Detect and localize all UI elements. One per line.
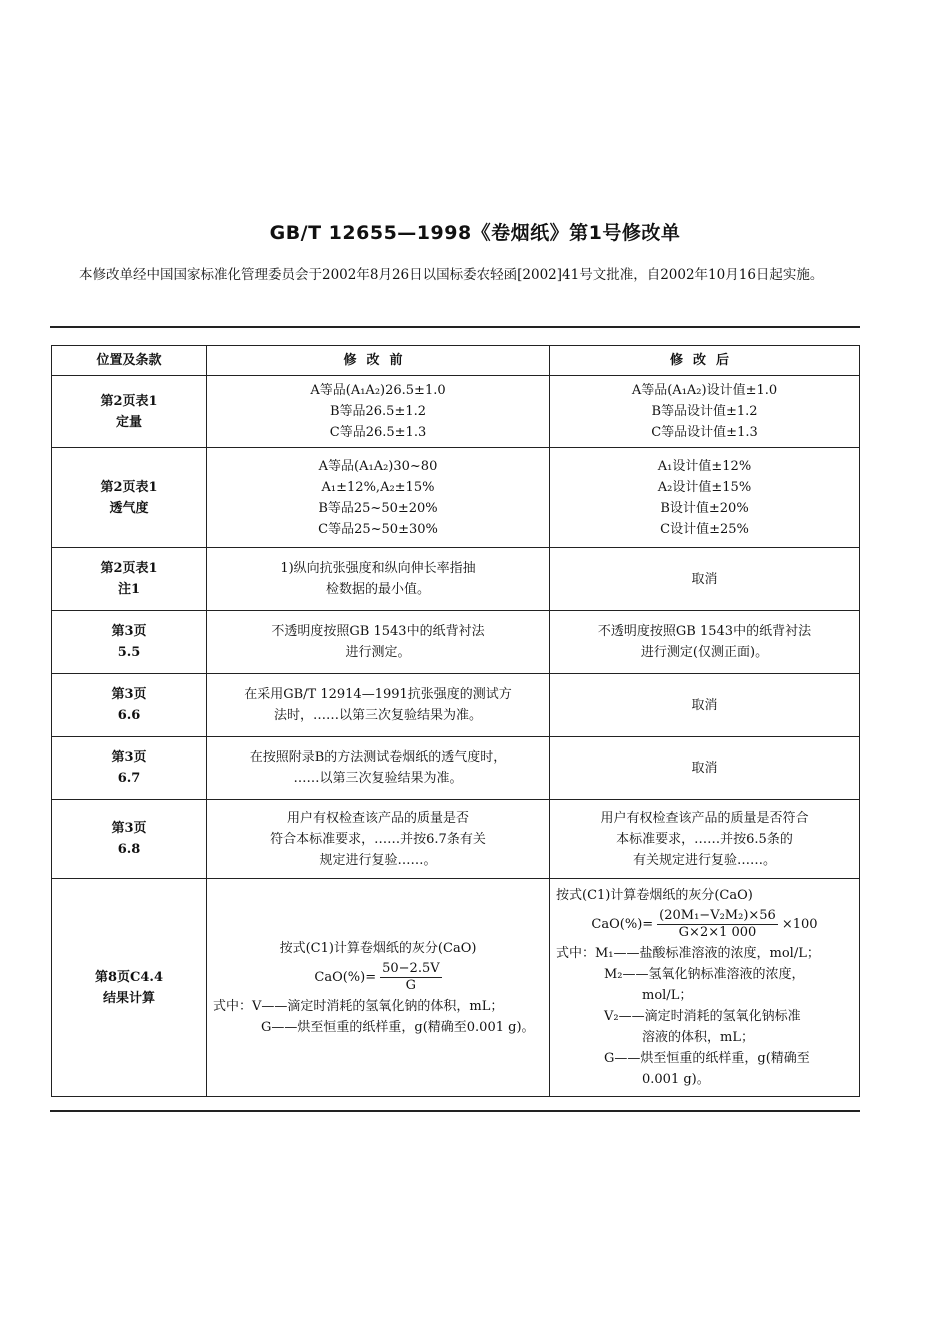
cell-position: 第3页 6.8 (52, 800, 207, 879)
cell-before: 1)纵向抗张强度和纵向伸长率指抽 检数据的最小值。 (207, 548, 550, 611)
cell-before: A等品(A₁A₂)30~80 A₁±12%,A₂±15% B等品25~50±20% C等品25~50±30% (207, 448, 550, 548)
cell-after: 不透明度按照GB 1543中的纸背衬法 进行测定(仅测正面)。 (550, 611, 860, 674)
cell-before: 在采用GB/T 12914—1991抗张强度的测试方 法时，……以第三次复验结果为准。 (207, 674, 550, 737)
cell-position: 第3页 6.7 (52, 737, 207, 800)
table-header-row (52, 346, 860, 376)
cell-after: A₁设计值±12% A₂设计值±15% B设计值±20% C设计值±25% (550, 448, 860, 548)
header-before: 修改前 (207, 346, 550, 376)
header-after: 修改后 (550, 346, 860, 376)
bottom-rule (50, 1110, 860, 1112)
formula-before: CaO(%)= $\frac{50-2.5V}{G}$ (314, 960, 440, 993)
cell-position: 第3页 6.6 (52, 674, 207, 737)
intro-paragraph (52, 262, 864, 288)
table-row (52, 800, 860, 879)
cell-position: 第8页C4.4 结果计算 (52, 879, 207, 1097)
cell-after-formula: 按式(C1)计算卷烟纸的灰分(CaO) CaO(%)= $\frac{\text{(20M₁−V₂M₂)×56}}{G\times 2\times 1 000}$ ×100 式中：M₁——盐酸标准溶液的浓度，mol/L； M₂——氢氧化钠标准溶液的浓度， mol/L； V₂——滴定时消耗的氢氧化钠标准 溶液的体积，mL； G——烘至恒重的纸样重，g(精确至 0.001 g)。 (550, 879, 860, 1097)
header-position: 位置及条款 (52, 346, 207, 376)
cell-position: 第2页表1 注1 (52, 548, 207, 611)
table-row (52, 674, 860, 737)
page-title: GB/T 12655—1998《卷烟纸》第1号修改单 (269, 222, 681, 244)
cell-before: 用户有权检查该产品的质量是否 符合本标准要求，……并按6.7条有关 规定进行复验……。 (207, 800, 550, 879)
intro-text: 本修改单经中国国家标准化管理委员会于2002年8月26日以国标委农轻函[2002]41号文批准，自2002年10月16日起实施。 (79, 267, 824, 283)
cell-before: 不透明度按照GB 1543中的纸背衬法 进行测定。 (207, 611, 550, 674)
table-row (52, 737, 860, 800)
top-rule (50, 326, 860, 328)
cell-position: 第2页表1 透气度 (52, 448, 207, 548)
cell-after: 取消 (550, 674, 860, 737)
cell-after: 用户有权检查该产品的质量是否符合 本标准要求，……并按6.5条的 有关规定进行复验……。 (550, 800, 860, 879)
cell-before: 在按照附录B的方法测试卷烟纸的透气度时， ……以第三次复验结果为准。 (207, 737, 550, 800)
formula-after: CaO(%)= $\frac{\text{(20M₁−V₂M₂)×56}}{G\times 2\times 1 000}$ ×100 (591, 908, 818, 940)
table-row (52, 448, 860, 548)
amendment-table (51, 345, 860, 1097)
cell-before: A等品(A₁A₂)26.5±1.0 B等品26.5±1.2 C等品26.5±1.3 (207, 376, 550, 448)
cell-after: A等品(A₁A₂)设计值±1.0 B等品设计值±1.2 C等品设计值±1.3 (550, 376, 860, 448)
table-row (52, 376, 860, 448)
table-row-formula (52, 879, 860, 1097)
cell-position: 第3页 5.5 (52, 611, 207, 674)
cell-position: 第2页表1 定量 (52, 376, 207, 448)
table-row (52, 548, 860, 611)
cell-after: 取消 (550, 737, 860, 800)
cell-after: 取消 (550, 548, 860, 611)
cell-before-formula: 按式(C1)计算卷烟纸的灰分(CaO) CaO(%)= $\frac{50-2.5V}{G}$ 式中：V——滴定时消耗的氢氧化钠的体积，mL； G——烘至恒重的纸样重，g(精确至0.001 g)。 (207, 879, 550, 1097)
table-row (52, 611, 860, 674)
